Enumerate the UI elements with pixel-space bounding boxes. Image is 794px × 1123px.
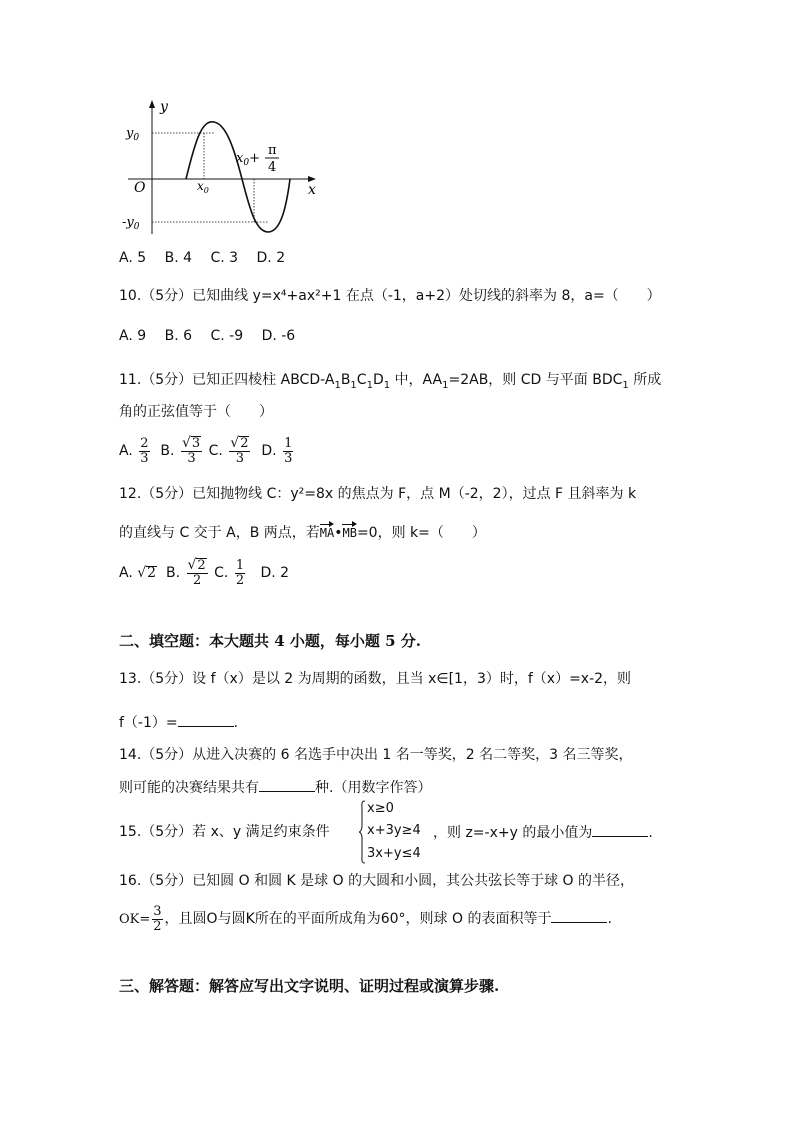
frac-1-3: $\frac{1}{3}$ xyxy=(284,435,293,466)
q16-answer-blank[interactable] xyxy=(551,908,607,923)
x0-label: $x_0$ xyxy=(197,179,209,195)
q12-option-a[interactable]: A. √ 2 xyxy=(119,565,157,581)
q10-option-a[interactable]: A. 9 xyxy=(119,328,147,344)
q9-option-d[interactable]: D. 2 xyxy=(256,250,286,266)
q9-options xyxy=(119,248,299,268)
y-axis-label: y xyxy=(160,99,168,115)
q10-stem: 10.（5分）已知曲线 y=x⁴+ax²+1 在点（-1，a+2）处切线的斜率为 8，a=（ ） xyxy=(119,288,661,304)
sine-graph xyxy=(118,98,328,238)
q9-option-b[interactable]: B. 4 xyxy=(164,250,193,266)
origin-label: O xyxy=(134,180,146,196)
frac-sqrt2-2: √ 2 2 xyxy=(187,557,206,588)
q15-stem-left: 15.（5分）若 x、y 满足约束条件 xyxy=(119,824,330,840)
q13-answer-blank[interactable] xyxy=(178,712,234,727)
q12-option-b[interactable]: B. √ 2 2 xyxy=(165,557,206,588)
q10-option-b[interactable]: B. 6 xyxy=(164,328,193,344)
sine-curve xyxy=(186,122,290,232)
q14-stem-line1: 14.（5分）从进入决赛的 6 名选手中决出 1 名一等奖，2 名二等奖，3 名三等奖， xyxy=(119,747,633,763)
x-axis-label: x xyxy=(308,182,316,198)
section-2-heading: 二、填空题：本大题共 4 小题，每小题 5 分. xyxy=(119,632,421,650)
frac-3-2: $\frac{3}{2}$ xyxy=(153,903,162,934)
q12-option-c[interactable]: C. $\frac{1}{2}$ xyxy=(214,557,245,588)
constraint-brace xyxy=(358,800,366,864)
q13-stem-line2: f（-1）= . xyxy=(119,712,238,733)
q11-option-a[interactable]: A. $\frac{2}{3}$ xyxy=(119,435,149,466)
constraint-1: x≥0 xyxy=(367,801,394,816)
frac-sqrt2-3: √ 2 3 xyxy=(230,435,249,466)
q11-option-d[interactable]: D. $\frac{1}{3}$ xyxy=(261,435,293,466)
q11-options xyxy=(119,434,295,468)
q15-answer-blank[interactable] xyxy=(592,822,648,837)
q12-stem-line1: 12.（5分）已知抛物线 C：y²=8x 的焦点为 F，点 M（-2，2），过点 F 且斜率为 k xyxy=(119,486,637,502)
q9-option-c[interactable]: C. 3 xyxy=(210,250,239,266)
q10-options xyxy=(119,326,309,346)
x0-plus-label: $x_0+$ xyxy=(236,151,260,168)
q11-option-c[interactable]: C. √ 2 3 xyxy=(208,435,249,466)
q16-stem-line2: OK= $\frac{3}{2}$ ，且圆O与圆K所在的平面所成角为60°，则球 O 的表面积等于 . xyxy=(119,903,612,934)
q12-stem-line2: 的直线与 C 交于 A，B 两点，若MA•MB=0，则 k=（ ） xyxy=(119,525,486,541)
vector-mb: MB xyxy=(342,526,357,540)
q14-answer-blank[interactable] xyxy=(259,777,315,792)
section-3-heading: 三、解答题：解答应写出文字说明、证明过程或演算步骤. xyxy=(119,977,500,995)
q9-option-a[interactable]: A. 5 xyxy=(119,250,147,266)
q15-stem-right: ，则 z=-x+y 的最小值为 . xyxy=(433,822,653,843)
q11-stem-line1: 11.（5分）已知正四棱柱 ABCD-$A_1B_1C_1D_1$ 中，$AA_1=2AB$，则 CD 与平面 $BDC_1$ 所成 xyxy=(119,372,662,391)
q12-options xyxy=(119,556,289,590)
y-axis-arrow xyxy=(149,100,155,108)
q13-stem-line1: 13.（5分）设 f（x）是以 2 为周期的函数，且当 x∈[1，3）时，f（x）=x-2，则 xyxy=(119,671,632,687)
frac-2-3: $\frac{2}{3}$ xyxy=(140,435,149,466)
q14-stem-line2: 则可能的决赛结果共有 种.（用数字作答） xyxy=(119,777,431,798)
q11-stem-line2: 角的正弦值等于（ ） xyxy=(119,404,273,420)
q10-option-c[interactable]: C. -9 xyxy=(210,328,244,344)
q12-option-d[interactable]: D. 2 xyxy=(260,565,290,581)
four-label: 4 xyxy=(268,160,277,175)
neg-y0-label: $-y_0$ xyxy=(122,215,140,232)
frac-sqrt3-3: √ 3 3 xyxy=(181,435,201,466)
frac-1-2: $\frac{1}{2}$ xyxy=(235,557,245,588)
y0-label: $y_0$ xyxy=(126,126,140,143)
vector-ma: MA xyxy=(319,526,335,540)
constraint-2: x+3y≥4 xyxy=(367,823,421,838)
q11-option-b[interactable]: B. √ 3 3 xyxy=(160,435,201,466)
q10-option-d[interactable]: D. -6 xyxy=(261,328,296,344)
q16-stem-line1: 16.（5分）已知圆 O 和圆 K 是球 O 的大圆和小圆，其公共弦长等于球 O 的半径， xyxy=(119,873,635,889)
constraint-3: 3x+y≤4 xyxy=(367,846,421,861)
pi-label: π xyxy=(268,143,277,158)
